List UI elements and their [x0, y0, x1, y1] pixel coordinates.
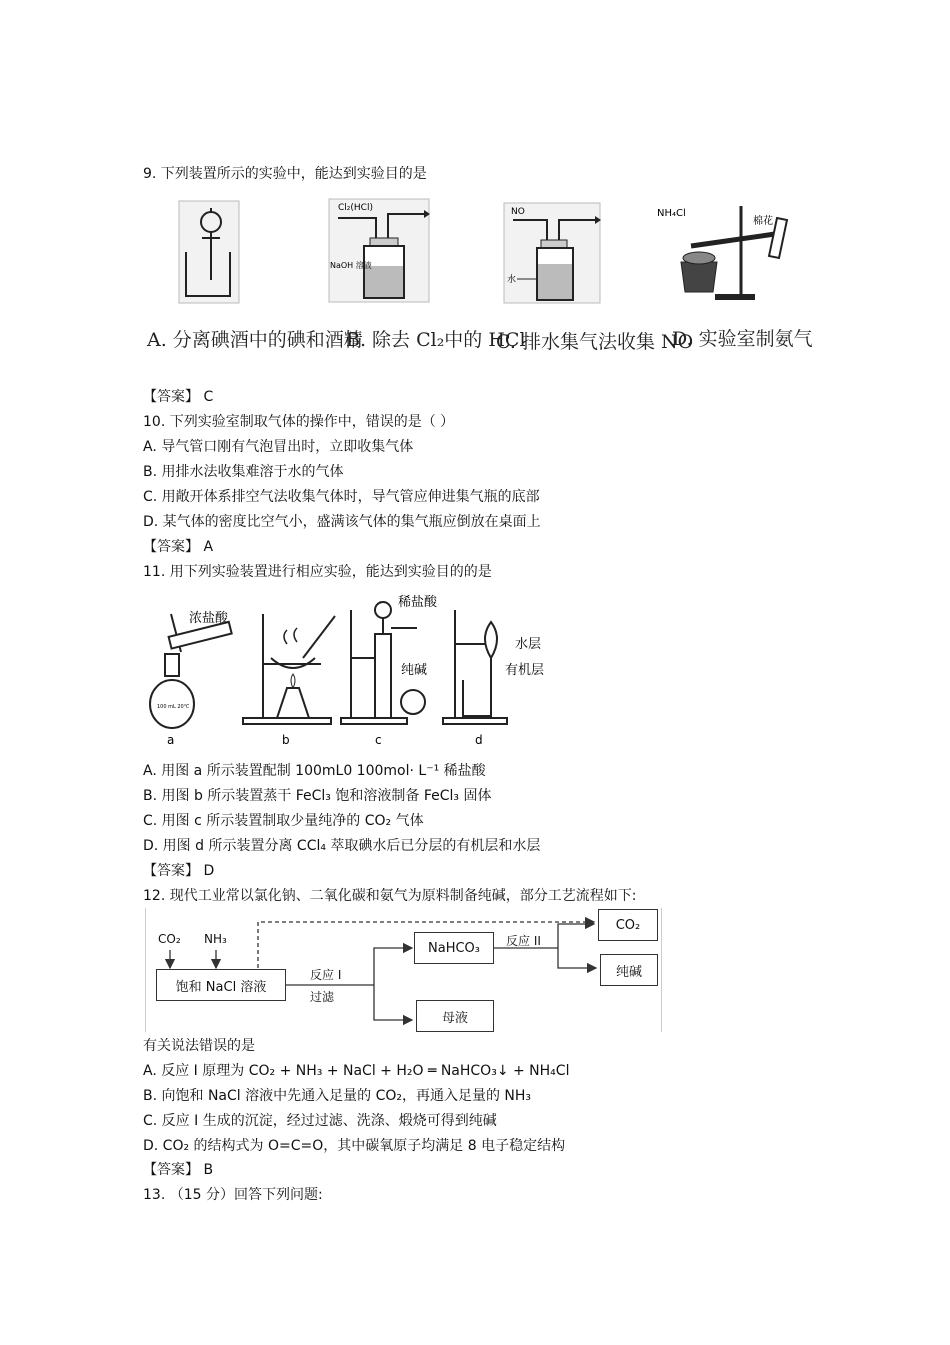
q12-flowchart	[145, 908, 662, 1032]
q9-b-liquid-label: NaOH 溶液	[330, 261, 372, 270]
q9-caption-a: A. 分离碘酒中的碘和酒精	[147, 329, 363, 351]
q9-apparatus-d	[655, 200, 795, 302]
q9-d-reagent-label: NH₄Cl	[657, 208, 686, 219]
q11-a-acid-label: 浓盐酸	[189, 611, 229, 626]
q9-b-gas-label: Cl₂(HCl)	[338, 203, 373, 213]
q11-answer: 【答案】 D	[143, 863, 215, 879]
q9-caption-b: B. 除去 Cl₂中的 HCl	[346, 329, 526, 351]
q12-stem: 12. 现代工业常以氯化钠、二氧化碳和氨气为原料制备纯碱，部分工艺流程如下:	[143, 888, 637, 904]
flow-box-mother-liquor: 母液	[416, 1000, 494, 1032]
q11-d-org-label: 有机层	[505, 663, 545, 678]
flow-label-reaction1: 反应 I	[310, 968, 342, 982]
q10-option-a: A. 导气管口刚有气泡冒出时，立即收集气体	[143, 439, 414, 455]
q11-stem: 11. 用下列实验装置进行相应实验，能达到实验目的的是	[143, 564, 492, 580]
q9-stem: 9. 下列装置所示的实验中，能达到实验目的是	[143, 166, 427, 182]
q11-fig-letter-d: d	[475, 733, 483, 747]
q12-option-c: C. 反应 I 生成的沉淀，经过过滤、洗涤、煅烧可得到纯碱	[143, 1113, 497, 1129]
q10-option-c: C. 用敞开体系排空气法收集气体时，导气管应伸进集气瓶的底部	[143, 489, 540, 505]
flow-input-nh3: NH₃	[204, 932, 227, 946]
flow-box-soda: 纯碱	[600, 954, 658, 986]
q11-apparatus-figure	[145, 592, 565, 750]
q12-answer: 【答案】 B	[143, 1162, 214, 1178]
q10-stem: 10. 下列实验室制取气体的操作中，错误的是（ ）	[143, 414, 455, 430]
q9-caption-c: C. 排水集气法收集 NO	[496, 331, 694, 353]
q11-c-acid-label: 稀盐酸	[398, 595, 438, 610]
q9-answer: 【答案】 C	[143, 389, 214, 405]
q11-c-solid-label: 纯碱	[401, 663, 428, 678]
q11-fig-letter-a: a	[167, 733, 175, 747]
q11-flask-label: 100 mL 20℃	[157, 704, 190, 710]
q11-option-d: D. 用图 d 所示装置分离 CCl₄ 萃取碘水后已分层的有机层和水层	[143, 838, 541, 854]
q11-fig-letter-c: c	[375, 733, 382, 747]
q9-c-gas-label: NO	[511, 207, 525, 217]
q11-option-a: A. 用图 a 所示装置配制 100mL0 100mol· L⁻¹ 稀盐酸	[143, 763, 486, 779]
q12-lead: 有关说法错误的是	[143, 1038, 255, 1054]
q11-option-c: C. 用图 c 所示装置制取少量纯净的 CO₂ 气体	[143, 813, 424, 829]
q12-option-a: A. 反应 I 原理为 CO₂ + NH₃ + NaCl + H₂O ═ NaHCO₃↓ + NH₄Cl	[143, 1063, 570, 1079]
q9-c-water-label: 水	[507, 275, 517, 285]
q9-apparatus-a	[178, 200, 240, 304]
flow-label-filter: 过滤	[310, 990, 335, 1004]
flow-box-nahco3: NaHCO₃	[414, 932, 494, 964]
q11-fig-letter-b: b	[282, 733, 290, 747]
flow-input-co2: CO₂	[158, 932, 181, 946]
q13-stem: 13. （15 分）回答下列问题:	[143, 1187, 323, 1203]
flow-label-reaction2: 反应 II	[506, 934, 541, 948]
q10-option-b: B. 用排水法收集难溶于水的气体	[143, 464, 344, 480]
q9-apparatus-c	[503, 202, 601, 304]
flow-box-start: 饱和 NaCl 溶液	[156, 969, 286, 1001]
q9-d-cotton-label: 棉花	[753, 216, 773, 227]
flow-box-co2: CO₂	[598, 909, 658, 941]
q9-caption-d: D. 实验室制氨气	[672, 328, 813, 350]
q11-d-water-label: 水层	[515, 637, 542, 652]
q12-option-b: B. 向饱和 NaCl 溶液中先通入足量的 CO₂，再通入足量的 NH₃	[143, 1088, 532, 1104]
q11-option-b: B. 用图 b 所示装置蒸干 FeCl₃ 饱和溶液制备 FeCl₃ 固体	[143, 788, 492, 804]
q9-apparatus-b	[328, 198, 430, 303]
q12-option-d: D. CO₂ 的结构式为 O=C=O，其中碳氧原子均满足 8 电子稳定结构	[143, 1138, 566, 1154]
q10-option-d: D. 某气体的密度比空气小，盛满该气体的集气瓶应倒放在桌面上	[143, 514, 541, 530]
q10-answer: 【答案】 A	[143, 539, 214, 555]
